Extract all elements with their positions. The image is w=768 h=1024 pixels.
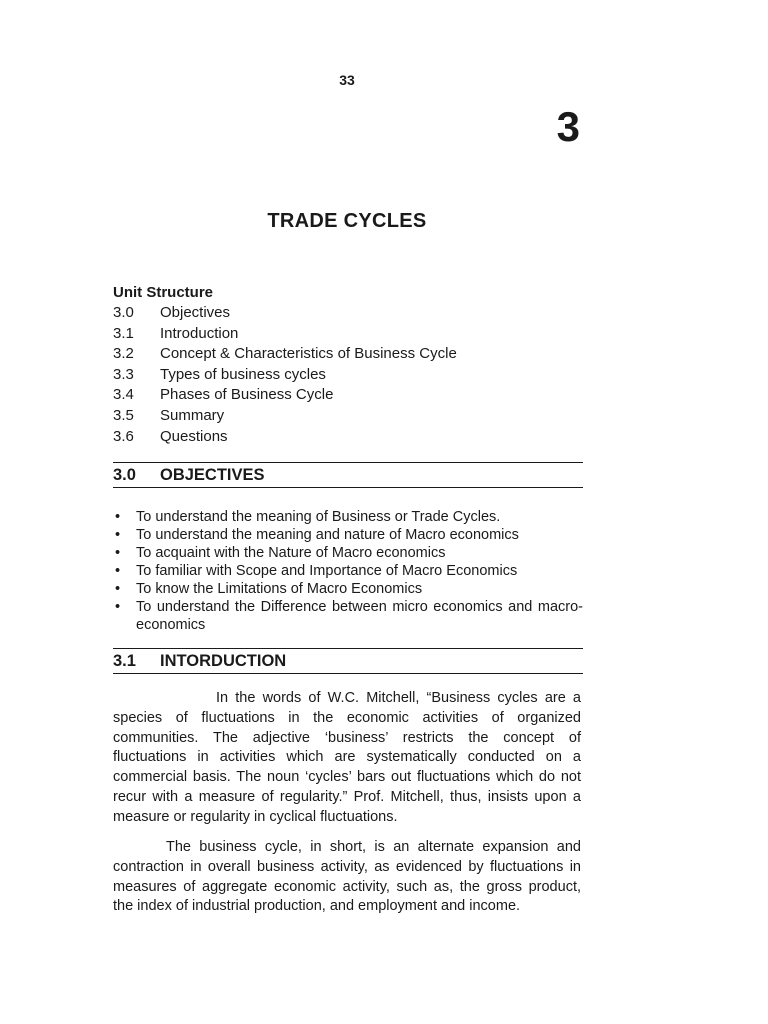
unit-structure-item — [113, 365, 583, 386]
chapter-title: TRADE CYCLES — [267, 210, 427, 232]
unit-structure-item — [113, 324, 583, 345]
paragraph-text: In the words of W.C. Mitchell, “Business cycles are a species of fluctuations in the economic activities of organized communities. The adjective ‘business’ restricts the concept of fluctuations in activities which are systematically conducted on a commercial basis. The noun ‘cycles’ bars out fluctuations which do not recur with a measure of regularity.” Prof. Mitchell, thus, insists upon a measure or regularity in cyclical fluctuations. — [113, 690, 581, 825]
list-item-text: To understand the meaning and nature of Macro economics — [136, 527, 519, 543]
unit-structure — [113, 283, 583, 447]
list-item — [113, 526, 583, 544]
list-item-text: To know the Limitations of Macro Economics — [136, 581, 423, 597]
section-title: OBJECTIVES — [160, 465, 265, 484]
list-item — [113, 544, 583, 562]
paragraph: The business cycle, in short, is an alternate expansion and contraction in overall business activity, as evidenced by fluctuations in measures of aggregate economic activity, such as, the gross product, the index of industrial production, and employment and income. — [113, 839, 581, 915]
objectives-list — [113, 508, 583, 634]
item-number: 3.2 — [113, 345, 134, 363]
item-number: 3.1 — [113, 324, 134, 342]
bullet-icon: • — [115, 581, 121, 597]
item-number: 3.0 — [113, 304, 134, 321]
item-label: Introduction — [160, 324, 239, 342]
item-label: Types of business cycles — [160, 365, 326, 383]
list-item — [113, 580, 583, 598]
item-label: Phases of Business Cycle — [160, 386, 334, 404]
item-number: 3.6 — [113, 427, 134, 445]
bullet-icon: • — [115, 527, 121, 543]
paragraph — [113, 689, 581, 828]
section-heading-introduction — [113, 648, 583, 674]
list-item — [113, 598, 583, 634]
bullet-icon: • — [115, 509, 121, 525]
list-item-text: To acquaint with the Nature of Macro economics — [136, 545, 446, 561]
unit-structure-heading: Unit Structure — [113, 284, 214, 301]
chapter-number: 3 — [556, 103, 580, 150]
unit-structure-list — [113, 303, 583, 447]
item-label: Summary — [160, 406, 225, 424]
list-item-text: To understand the Difference between micro economics and macro-economics — [136, 599, 583, 633]
section-title: INTORDUCTION — [160, 651, 287, 670]
section-number: 3.1 — [113, 651, 136, 670]
unit-structure-item — [113, 344, 583, 365]
unit-structure-item — [113, 385, 583, 406]
unit-structure-item — [113, 406, 583, 427]
bullet-icon: • — [115, 563, 121, 579]
item-number: 3.5 — [113, 406, 134, 424]
list-item-text: To familiar with Scope and Importance of Macro Economics — [136, 563, 518, 579]
bullet-icon: • — [115, 545, 121, 561]
section-heading-objectives — [113, 462, 583, 488]
list-item — [113, 562, 583, 580]
item-label: Concept & Characteristics of Business Cycle — [160, 345, 457, 363]
unit-structure-item — [113, 427, 583, 448]
item-number: 3.3 — [113, 365, 134, 383]
unit-structure-item — [113, 303, 583, 324]
page-number: 33 — [339, 72, 355, 88]
list-item-text: To understand the meaning of Business or Trade Cycles. — [136, 509, 501, 525]
item-number: 3.4 — [113, 386, 134, 404]
item-label: Questions — [160, 427, 228, 445]
list-item — [113, 508, 583, 526]
item-label: Objectives — [160, 304, 231, 321]
bullet-icon: • — [115, 599, 121, 615]
section-number: 3.0 — [113, 465, 136, 484]
